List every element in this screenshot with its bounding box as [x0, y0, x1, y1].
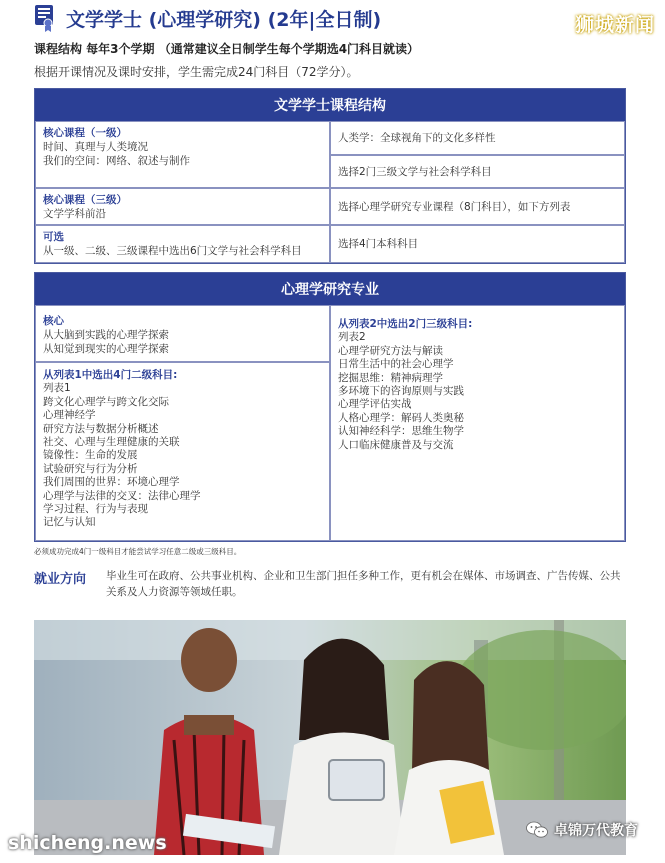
requirement-line: 根据开课情况及课时安排，学生需完成24门科目（72学分）。	[34, 65, 359, 79]
list2-title: 从列表2中选出2门三级科目:	[338, 318, 473, 330]
core-line: 从大脑到实践的心理学探索	[43, 329, 169, 341]
core-level1-title: 核心课程（一级）	[43, 127, 127, 139]
major-table	[34, 272, 626, 542]
list1-item: 社交、心理与生理健康的关联	[43, 436, 180, 449]
list2-item: 心理学研究方法与解读	[338, 344, 443, 357]
core-level1-cell	[35, 121, 330, 188]
page-title: 文学学士 (心理学研究) (2年|全日制)	[66, 8, 382, 31]
site-watermark: shicheng.news	[8, 832, 167, 854]
list2-cell	[330, 305, 625, 541]
right-cell-text: 选择2门三级文学与社会科学科目	[338, 165, 492, 178]
prerequisite-note: 必须成功完成4门一级科目才能尝试学习任意二级或三级科目。	[34, 547, 242, 556]
list1-item: 列表1	[43, 382, 71, 395]
account-name: 卓锦万代教育	[554, 823, 638, 839]
core-title: 核心	[43, 315, 64, 327]
list1-item: 镜像性：生命的发展	[43, 449, 138, 462]
structure-table-heading: 文学学士课程结构	[35, 89, 625, 121]
elective-cell	[35, 225, 330, 263]
elective-line: 从一级、二级、三级课程中选出6门文学与社会科学科目	[43, 245, 302, 257]
core-level1-line: 时间、真理与人类境况	[43, 141, 148, 153]
right-cell-2	[330, 155, 625, 188]
structure-line: 课程结构 每年3个学期 （通常建议全日制学生每个学期选4门科目就读）	[34, 42, 420, 56]
list1-item: 记忆与认知	[43, 516, 96, 529]
right-cell-text: 人类学：全球视角下的文化多样性	[338, 132, 496, 144]
right-cell-text: 选择4门本科科目	[338, 238, 419, 250]
list1-item: 试验研究与行为分析	[43, 462, 138, 475]
elective-title: 可选	[43, 231, 64, 243]
right-cell-3	[330, 188, 625, 225]
core-level3-title: 核心课程（三级）	[43, 194, 127, 206]
list1-cell	[35, 362, 330, 541]
core-level1-line: 我们的空间：网络、叙述与制作	[43, 155, 190, 167]
list1-title: 从列表1中选出4门二级科目:	[43, 369, 178, 381]
title-row	[34, 2, 381, 34]
list1-item: 心理神经学	[43, 409, 96, 422]
wechat-icon	[526, 821, 548, 839]
list2-item: 认知神经科学：思维生物学	[338, 425, 464, 438]
right-cell-4	[330, 225, 625, 263]
structure-table	[34, 88, 626, 264]
list2-item: 列表2	[338, 331, 366, 344]
list2-item: 多环境下的咨询原则与实践	[338, 385, 464, 398]
core-level3-cell	[35, 188, 330, 225]
list2-item: 挖掘思维：精神病理学	[338, 371, 443, 384]
certificate-icon	[34, 4, 54, 32]
right-cell-1	[330, 121, 625, 155]
major-table-heading: 心理学研究专业	[35, 273, 625, 305]
career-text: 毕业生可在政府、公共事业机构、企业和卫生部门担任多种工作，更有机会在媒体、市场调查、广告传媒、公共关系及人力资源等领域任职。	[106, 570, 621, 598]
core-line: 从知觉到现实的心理学探索	[43, 343, 169, 355]
core-level3-line: 文学学科前沿	[43, 208, 106, 220]
list2-item: 心理学评估实战	[338, 398, 412, 411]
list2-item: 人口临床健康普及与交流	[338, 438, 454, 451]
career-label: 就业方向	[34, 572, 87, 587]
list2-item: 日常生活中的社会心理学	[338, 358, 454, 371]
list1-item: 跨文化心理学与跨文化交际	[43, 395, 169, 408]
list1-item: 研究方法与数据分析概述	[43, 422, 159, 435]
list1-item: 心理学与法律的交叉：法律心理学	[43, 489, 201, 502]
right-cell-text: 选择心理学研究专业课程（8门科目），如下方列表	[338, 200, 571, 213]
list1-item: 我们周围的世界：环境心理学	[43, 476, 180, 489]
watermark-top: 狮城新闻	[574, 14, 655, 36]
list1-item: 学习过程、行为与表现	[43, 503, 148, 516]
core-cell	[35, 305, 330, 362]
list2-item: 人格心理学：解码人类奥秘	[338, 411, 464, 424]
account-watermark	[526, 820, 638, 840]
